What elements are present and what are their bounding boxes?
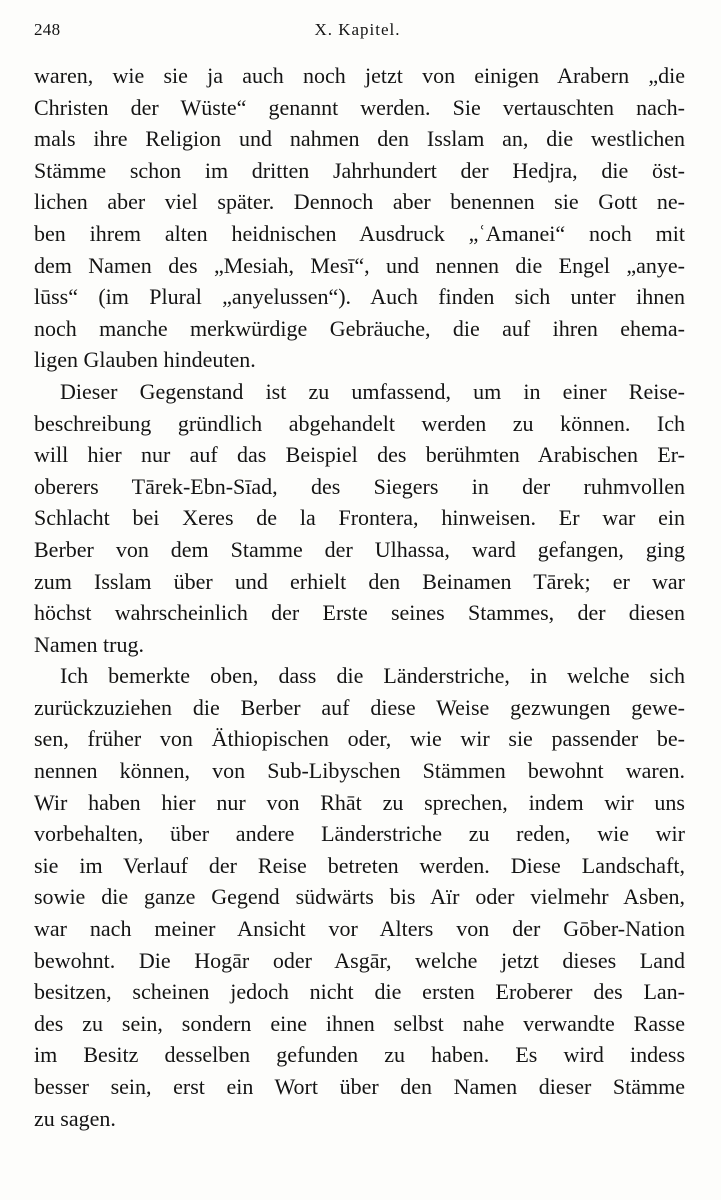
- text-line: war nach meiner Ansicht vor Alters von der Gōber-Nation: [34, 916, 685, 942]
- text-line: sowie die ganze Gegend südwärts bis Aïr oder vielmehr Asben,: [34, 884, 685, 910]
- text-line: ligen Glauben hindeuten.: [34, 347, 256, 373]
- text-line: Wir haben hier nur von Rhāt zu sprechen, indem wir uns: [34, 789, 685, 815]
- text-line: Dieser Gegenstand ist zu umfassend, um in einer Reise-: [60, 378, 685, 404]
- text-line: besitzen, scheinen jedoch nicht die ersten Eroberer des Lan-: [34, 979, 685, 1005]
- page-number: 248: [34, 20, 61, 39]
- text-line: Christen der Wüste“ genannt werden. Sie vertauschten nach-: [34, 94, 685, 120]
- running-head: X. Kapitel.: [314, 20, 401, 39]
- text-line: Berber von dem Stamme der Ulhassa, ward gefangen, ging: [34, 536, 685, 562]
- text-line: besser sein, erst ein Wort über den Namen dieser Stämme: [34, 1074, 685, 1099]
- text-line: waren, wie sie ja auch noch jetzt von einigen Arabern „die: [34, 63, 685, 88]
- text-line: zum Isslam über und erhielt den Beinamen Tārek; er war: [34, 568, 685, 594]
- text-line: ben ihrem alten heidnischen Ausdruck „ʿAmanei“ noch mit: [34, 220, 685, 246]
- text-line: Namen trug.: [34, 631, 144, 657]
- text-line: Ich bemerkte oben, dass die Länderstriche, in welche sich: [60, 663, 685, 689]
- page-header: [34, 20, 681, 44]
- text-line: im Besitz desselben gefunden zu haben. Es wird indess: [34, 1042, 685, 1068]
- text-line: will hier nur auf das Beispiel des berühmten Arabischen Er-: [34, 442, 685, 468]
- text-line: des zu sein, sondern eine ihnen selbst nahe verwandte Rasse: [34, 1010, 685, 1036]
- text-line: mals ihre Religion und nahmen den Isslam an, die westlichen: [34, 126, 685, 152]
- body-text: [34, 60, 685, 1134]
- text-line: sen, früher von Äthiopischen oder, wie wir sie passender be-: [34, 726, 685, 752]
- text-line: höchst wahrscheinlich der Erste seines Stammes, der diesen: [34, 600, 685, 626]
- text-line: beschreibung gründlich abgehandelt werden zu können. Ich: [34, 410, 685, 436]
- text-line: zurückzuziehen die Berber auf diese Weise gezwungen gewe-: [34, 694, 685, 720]
- text-line: noch manche merkwürdige Gebräuche, die auf ihren ehema-: [34, 315, 685, 341]
- text-line: Stämme schon im dritten Jahrhundert der Hedjra, die öst-: [34, 157, 685, 183]
- text-line: nennen können, von Sub-Libyschen Stämmen bewohnt waren.: [34, 758, 685, 784]
- text-line: bewohnt. Die Hogār oder Asgār, welche jetzt dieses Land: [34, 947, 685, 973]
- text-line: oberers Tārek-Ebn-Sīad, des Siegers in der ruhmvollen: [34, 473, 685, 499]
- text-line: dem Namen des „Mesiah, Mesī“, und nennen die Engel „anye-: [34, 252, 685, 278]
- text-line: lichen aber viel später. Dennoch aber benennen sie Gott ne-: [34, 189, 685, 215]
- text-line: lūss“ (im Plural „anyelussen“). Auch finden sich unter ihnen: [34, 284, 685, 310]
- text-line: zu sagen.: [34, 1105, 116, 1131]
- text-line: sie im Verlauf der Reise betreten werden. Diese Landschaft,: [34, 852, 685, 878]
- text-line: Schlacht bei Xeres de la Frontera, hinweisen. Er war ein: [34, 505, 685, 531]
- text-line: vorbehalten, über andere Länderstriche zu reden, wie wir: [34, 821, 685, 847]
